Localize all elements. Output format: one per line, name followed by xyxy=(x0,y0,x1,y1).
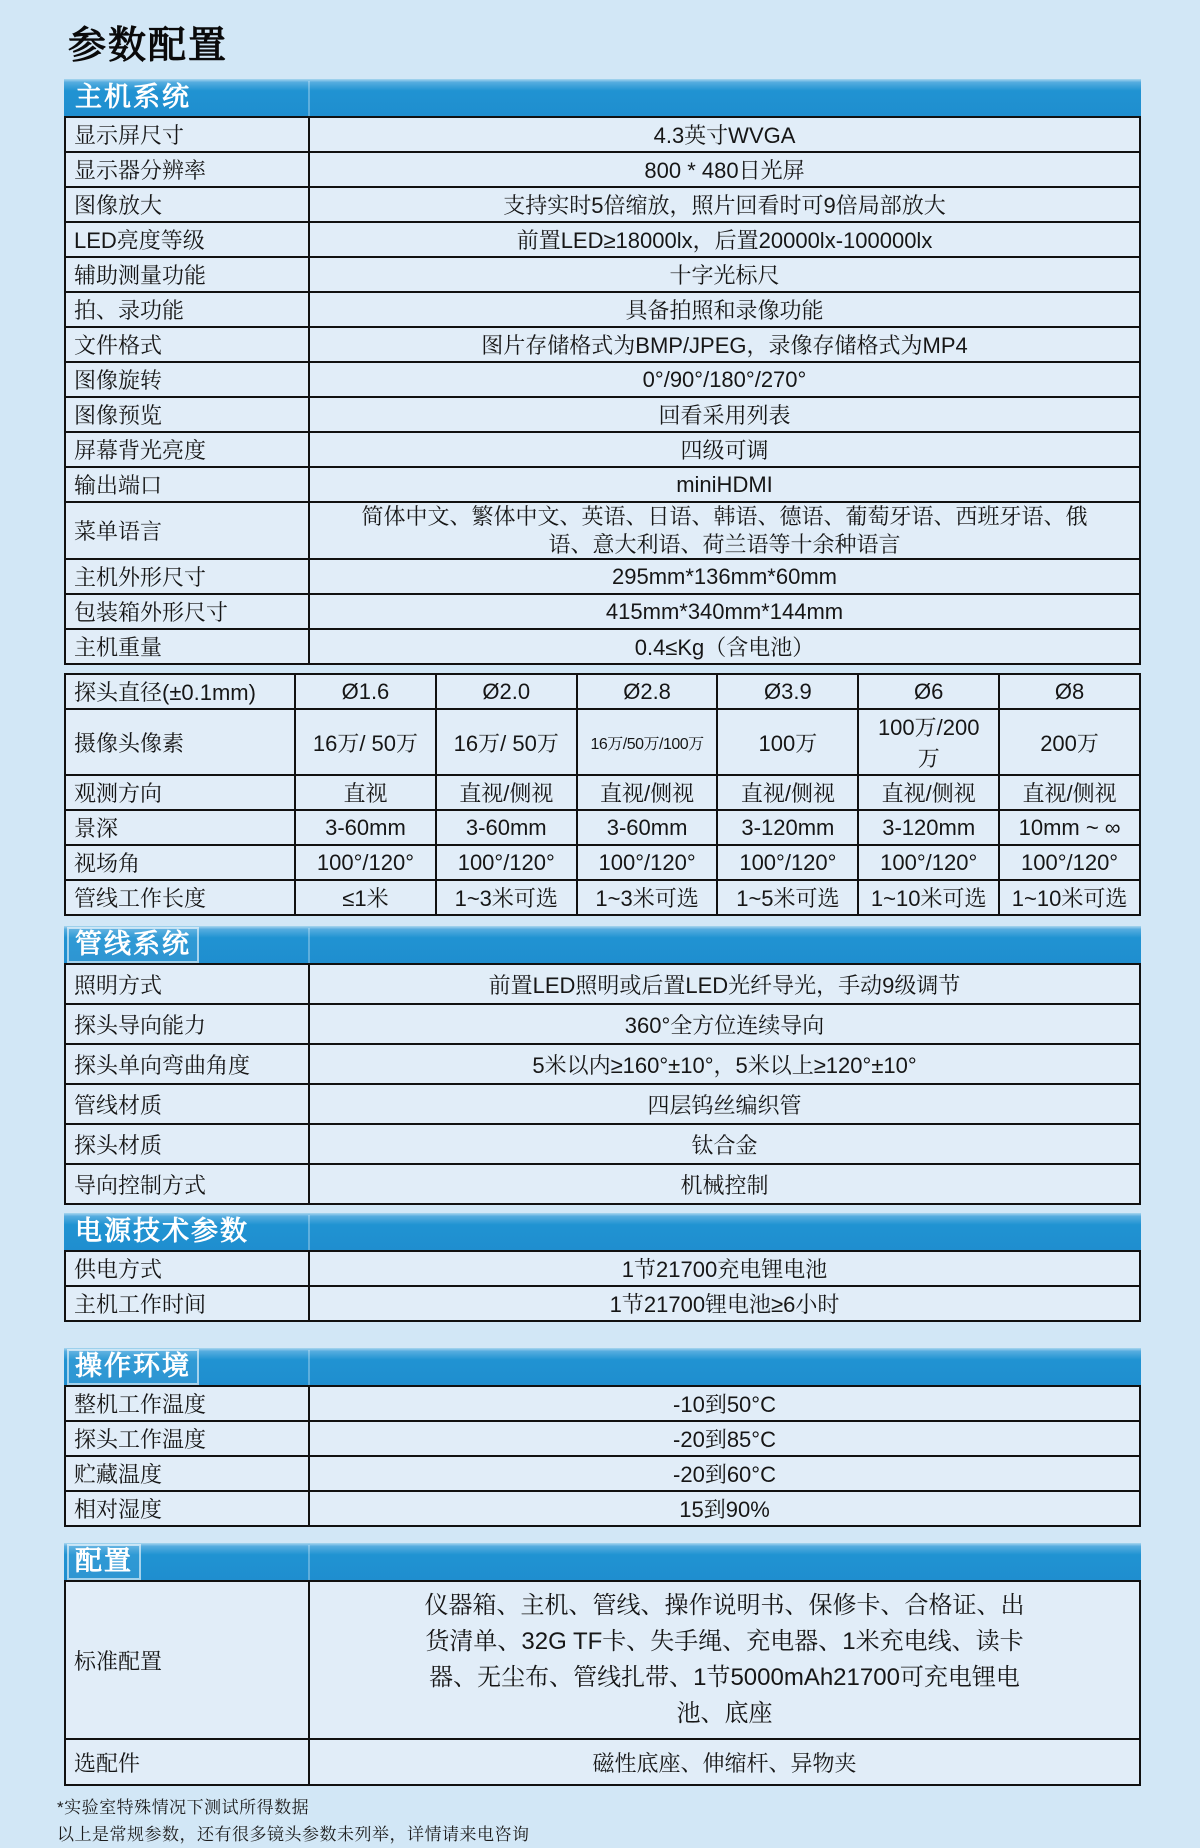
spec-label: 文件格式 xyxy=(65,327,309,362)
spec-cell: 直视/侧视 xyxy=(577,775,718,810)
spec-cell: Ø2.8 xyxy=(577,674,718,709)
spec-row xyxy=(65,327,1140,362)
spec-cell: 直视 xyxy=(295,775,436,810)
spec-value: 0°/90°/180°/270° xyxy=(309,362,1140,397)
spec-row xyxy=(65,1164,1140,1204)
spec-row xyxy=(65,152,1140,187)
spec-label: 供电方式 xyxy=(65,1251,309,1286)
spec-value: 360°全方位连续导向 xyxy=(309,1004,1140,1044)
section-host-system xyxy=(64,79,1141,665)
spec-cell: 100°/120° xyxy=(717,845,858,880)
spec-cell: Ø8 xyxy=(999,674,1140,709)
spec-cell: Ø6 xyxy=(858,674,999,709)
spec-label: 导向控制方式 xyxy=(65,1164,309,1204)
spec-cell: Ø3.9 xyxy=(717,674,858,709)
spec-value: 前置LED≥18000lx，后置20000lx-100000lx xyxy=(309,222,1140,257)
spec-label: 管线工作长度 xyxy=(65,880,295,915)
spec-cell: Ø1.6 xyxy=(295,674,436,709)
spec-value: miniHDMI xyxy=(309,467,1140,502)
spec-row xyxy=(65,880,1140,915)
power-parameters-table xyxy=(64,1250,1141,1322)
footnote-contact-note: 以上是常规参数，还有很多镜头参数未列举，详情请来电咨询 xyxy=(57,1824,530,1844)
spec-value: -20到85°C xyxy=(309,1421,1140,1456)
spec-row xyxy=(65,1084,1140,1124)
spec-value: 四层钨丝编织管 xyxy=(309,1084,1140,1124)
spec-value: 1节21700充电锂电池 xyxy=(309,1251,1140,1286)
spec-label: 探头工作温度 xyxy=(65,1421,309,1456)
spec-row xyxy=(65,292,1140,327)
spec-value: 1节21700锂电池≥6小时 xyxy=(309,1286,1140,1321)
spec-row xyxy=(65,1491,1140,1526)
spec-label: 辅助测量功能 xyxy=(65,257,309,292)
spec-row xyxy=(65,1581,1140,1739)
spec-value: 前置LED照明或后置LED光纤导光，手动9级调节 xyxy=(309,964,1140,1004)
section-header-operating-environment xyxy=(64,1348,1141,1385)
spec-label: 显示屏尺寸 xyxy=(65,117,309,152)
spec-label: 显示器分辨率 xyxy=(65,152,309,187)
spec-value: 简体中文、繁体中文、英语、日语、韩语、德语、葡萄牙语、西班牙语、俄语、意大利语、荷兰语等十余种语言 xyxy=(309,502,1140,559)
spec-label: 图像预览 xyxy=(65,397,309,432)
spec-row xyxy=(65,810,1140,845)
spec-value: 四级可调 xyxy=(309,432,1140,467)
spec-row xyxy=(65,1739,1140,1785)
spec-value: 0.4≤Kg（含电池） xyxy=(309,629,1140,664)
spec-value: 机械控制 xyxy=(309,1164,1140,1204)
section-configuration xyxy=(64,1543,1141,1786)
spec-row xyxy=(65,964,1140,1004)
spec-row xyxy=(65,1124,1140,1164)
spec-label: 探头材质 xyxy=(65,1124,309,1164)
spec-label: 管线材质 xyxy=(65,1084,309,1124)
spec-value: 回看采用列表 xyxy=(309,397,1140,432)
spec-cell: 1~5米可选 xyxy=(717,880,858,915)
spec-cell: 3-120mm xyxy=(858,810,999,845)
section-probe-matrix xyxy=(64,673,1141,916)
spec-row xyxy=(65,1421,1140,1456)
spec-row xyxy=(65,845,1140,880)
spec-row xyxy=(65,709,1140,775)
section-pipeline-system xyxy=(64,926,1141,1205)
spec-cell: 直视/侧视 xyxy=(717,775,858,810)
spec-label: 包装箱外形尺寸 xyxy=(65,594,309,629)
spec-value: 295mm*136mm*60mm xyxy=(309,559,1140,594)
probe-spec-table xyxy=(64,673,1141,916)
spec-label: 主机工作时间 xyxy=(65,1286,309,1321)
spec-label: 探头导向能力 xyxy=(65,1004,309,1044)
section-header-label: 管线系统 xyxy=(69,929,197,961)
spec-cell: 200万 xyxy=(999,709,1140,775)
operating-environment-table xyxy=(64,1385,1141,1527)
spec-cell: 16万/ 50万 xyxy=(436,709,577,775)
spec-value: 钛合金 xyxy=(309,1124,1140,1164)
spec-label: 屏幕背光亮度 xyxy=(65,432,309,467)
spec-row xyxy=(65,674,1140,709)
spec-cell: 10mm ~ ∞ xyxy=(999,810,1140,845)
host-system-table xyxy=(64,116,1141,665)
spec-label: 主机外形尺寸 xyxy=(65,559,309,594)
spec-label: 菜单语言 xyxy=(65,502,309,559)
spec-row xyxy=(65,1456,1140,1491)
spec-row xyxy=(65,559,1140,594)
spec-label: 图像旋转 xyxy=(65,362,309,397)
spec-cell: 16万/ 50万 xyxy=(295,709,436,775)
spec-cell: 100万 xyxy=(717,709,858,775)
spec-label: 景深 xyxy=(65,810,295,845)
section-header-label: 主机系统 xyxy=(75,81,191,112)
spec-value: -10到50°C xyxy=(309,1386,1140,1421)
spec-row xyxy=(65,1386,1140,1421)
spec-value: 5米以内≥160°±10°，5米以上≥120°±10° xyxy=(309,1044,1140,1084)
spec-cell: 100°/120° xyxy=(577,845,718,880)
spec-label: 拍、录功能 xyxy=(65,292,309,327)
section-operating-environment xyxy=(64,1348,1141,1527)
spec-label: 探头直径(±0.1mm) xyxy=(65,674,295,709)
spec-label: 摄像头像素 xyxy=(65,709,295,775)
spec-row xyxy=(65,629,1140,664)
spec-cell: 16万/50万/100万 xyxy=(577,709,718,775)
spec-row xyxy=(65,117,1140,152)
spec-cell: 直视/侧视 xyxy=(436,775,577,810)
spec-value: 800 * 480日光屏 xyxy=(309,152,1140,187)
spec-cell: 1~3米可选 xyxy=(577,880,718,915)
spec-value: 磁性底座、伸缩杆、异物夹 xyxy=(309,1739,1140,1785)
spec-label: 主机重量 xyxy=(65,629,309,664)
spec-label: 输出端口 xyxy=(65,467,309,502)
spec-row xyxy=(65,1286,1140,1321)
pipeline-system-table xyxy=(64,963,1141,1205)
spec-cell: 1~10米可选 xyxy=(858,880,999,915)
section-header-pipeline-system xyxy=(64,926,1141,963)
spec-cell: Ø2.0 xyxy=(436,674,577,709)
spec-row xyxy=(65,187,1140,222)
section-header-host-system xyxy=(64,79,1141,116)
spec-label: 选配件 xyxy=(65,1739,309,1785)
spec-value: 4.3英寸WVGA xyxy=(309,117,1140,152)
spec-cell: 1~3米可选 xyxy=(436,880,577,915)
spec-cell: 3-60mm xyxy=(577,810,718,845)
spec-cell: 3-120mm xyxy=(717,810,858,845)
page-title: 参数配置 xyxy=(68,25,229,67)
section-header-power-parameters xyxy=(64,1213,1141,1250)
spec-value: 415mm*340mm*144mm xyxy=(309,594,1140,629)
spec-cell: 3-60mm xyxy=(436,810,577,845)
spec-cell: 100万/200万 xyxy=(858,709,999,775)
spec-value: 15到90% xyxy=(309,1491,1140,1526)
spec-cell: ≤1米 xyxy=(295,880,436,915)
spec-sheet-page xyxy=(57,0,1141,1848)
spec-label: LED亮度等级 xyxy=(65,222,309,257)
spec-row xyxy=(65,1251,1140,1286)
footnotes xyxy=(57,1795,1141,1848)
section-header-label: 操作环境 xyxy=(69,1351,197,1383)
section-header-label: 配置 xyxy=(69,1546,139,1578)
spec-cell: 100°/120° xyxy=(436,845,577,880)
spec-cell: 1~10米可选 xyxy=(999,880,1140,915)
spec-row xyxy=(65,432,1140,467)
spec-row xyxy=(65,775,1140,810)
section-power-parameters xyxy=(64,1213,1141,1322)
spec-value: 图片存储格式为BMP/JPEG，录像存储格式为MP4 xyxy=(309,327,1140,362)
spec-row xyxy=(65,1044,1140,1084)
spec-label: 图像放大 xyxy=(65,187,309,222)
spec-row xyxy=(65,257,1140,292)
spec-row xyxy=(65,362,1140,397)
spec-label: 贮藏温度 xyxy=(65,1456,309,1491)
spec-value: -20到60°C xyxy=(309,1456,1140,1491)
spec-label: 相对湿度 xyxy=(65,1491,309,1526)
spec-row xyxy=(65,397,1140,432)
spec-cell: 100°/120° xyxy=(858,845,999,880)
spec-label: 标准配置 xyxy=(65,1581,309,1739)
section-header-label: 电源技术参数 xyxy=(75,1216,249,1247)
spec-cell: 直视/侧视 xyxy=(858,775,999,810)
spec-label: 观测方向 xyxy=(65,775,295,810)
spec-cell: 3-60mm xyxy=(295,810,436,845)
spec-cell: 直视/侧视 xyxy=(999,775,1140,810)
spec-label: 照明方式 xyxy=(65,964,309,1004)
footnote-lab-note: *实验室特殊情况下测试所得数据 xyxy=(57,1798,310,1818)
spec-label: 探头单向弯曲角度 xyxy=(65,1044,309,1084)
spec-row xyxy=(65,467,1140,502)
spec-label: 整机工作温度 xyxy=(65,1386,309,1421)
spec-value: 仪器箱、主机、管线、操作说明书、保修卡、合格证、出货清单、32G TF卡、失手绳、充电器、1米充电线、读卡器、无尘布、管线扎带、1节5000mAh21700可充电锂电池、底座 xyxy=(309,1581,1140,1739)
spec-value: 具备拍照和录像功能 xyxy=(309,292,1140,327)
spec-row xyxy=(65,594,1140,629)
spec-label: 视场角 xyxy=(65,845,295,880)
spec-value: 十字光标尺 xyxy=(309,257,1140,292)
spec-value: 支持实时5倍缩放，照片回看时可9倍局部放大 xyxy=(309,187,1140,222)
section-header-configuration xyxy=(64,1543,1141,1580)
spec-cell: 100°/120° xyxy=(999,845,1140,880)
configuration-table xyxy=(64,1580,1141,1786)
spec-row xyxy=(65,1004,1140,1044)
spec-cell: 100°/120° xyxy=(295,845,436,880)
spec-row xyxy=(65,502,1140,559)
spec-row xyxy=(65,222,1140,257)
